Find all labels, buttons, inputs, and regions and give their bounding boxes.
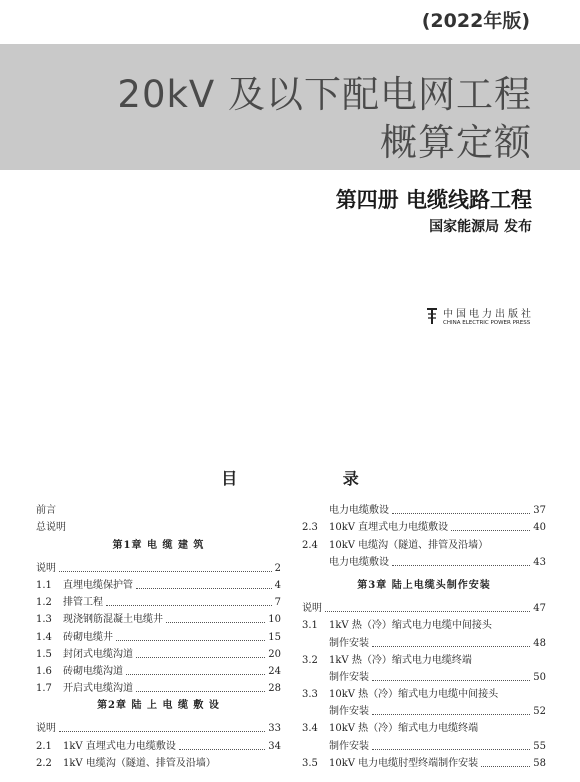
toc-right-column [302, 500, 546, 770]
toc-left-column [36, 500, 281, 770]
book-title-line2: 概算定额 [380, 121, 532, 164]
toc-entry[interactable]: 3.2 1kV 热（冷）缩式电力电缆终端 [302, 654, 472, 666]
toc-entry[interactable]: 3.4 10kV 热（冷）缩式电力电缆终端 [302, 723, 479, 735]
toc-entry[interactable]: 制作安装 48 [329, 637, 546, 649]
toc-entry[interactable]: 1.1 直埋电缆保护管 4 [36, 579, 281, 591]
toc-entry[interactable]: 2.2 1kV 电缆沟（隧道、排管及沿墙） [36, 757, 216, 769]
toc-entry[interactable]: 说明 2 [36, 562, 281, 574]
toc-entry[interactable]: 制作安装 50 [329, 671, 546, 683]
toc-entry[interactable]: 制作安装 55 [329, 740, 546, 752]
toc-entry[interactable]: 2.4 10kV 电缆沟（隧道、排管及沿墙） [302, 539, 489, 551]
toc-heading: 目 录 [221, 469, 409, 488]
toc-entry[interactable]: 3.3 10kV 热（冷）缩式电力电缆中间接头 [302, 689, 499, 701]
toc-entry[interactable]: 前言 [36, 505, 56, 517]
publisher-logo [425, 305, 534, 326]
toc-entry[interactable]: 1.3 现浇钢筋混凝土电缆井 10 [36, 614, 281, 626]
chapter-heading[interactable]: 第1章 电 缆 建 筑 [112, 539, 205, 551]
toc-entry[interactable]: 3.1 1kV 热（冷）缩式电力电缆中间接头 [302, 620, 492, 632]
publisher-emblem-icon [425, 306, 439, 326]
publisher-name-cn: 中国电力出版社 [443, 309, 534, 320]
chapter-heading[interactable]: 第3章 陆上电缆头制作安装 [357, 579, 491, 591]
publisher-name-en: CHINA ELECTRIC POWER PRESS [443, 320, 531, 326]
toc-entry[interactable]: 2.3 10kV 直埋式电力电缆敷设 40 [302, 522, 546, 534]
toc-entry[interactable]: 1.7 开启式电缆沟道 28 [36, 683, 281, 695]
toc-entry[interactable]: 1.4 砖砌电缆井 15 [36, 631, 281, 643]
chapter-heading[interactable]: 第2章 陆 上 电 缆 敷 设 [97, 700, 220, 712]
toc-entry[interactable]: 制作安装 52 [329, 706, 546, 718]
toc-entry[interactable]: 说明 47 [302, 603, 546, 615]
toc-entry[interactable]: 说明 33 [36, 723, 281, 735]
toc-entry[interactable]: 2.1 1kV 直埋式电力电缆敷设 34 [36, 740, 281, 752]
toc-entry[interactable]: 3.5 10kV 电力电缆肘型终端制作安装 58 [302, 757, 546, 769]
toc-entry[interactable]: 电力电缆敷设 37 [329, 505, 546, 517]
toc-entry[interactable]: 总说明 [36, 522, 66, 534]
toc-entry[interactable]: 电力电缆敷设 43 [329, 556, 546, 568]
toc-entry[interactable]: 1.5 封闭式电缆沟道 20 [36, 648, 281, 660]
toc-entry[interactable]: 1.2 排管工程 7 [36, 597, 281, 609]
edition-label: (2022年版) [421, 10, 530, 32]
toc-entry[interactable]: 1.6 砖砌电缆沟道 24 [36, 665, 281, 677]
book-title-line1: 20kV 及以下配电网工程 [117, 73, 532, 116]
volume-title: 第四册 电缆线路工程 [335, 188, 532, 212]
issuer: 国家能源局 发布 [429, 219, 532, 235]
